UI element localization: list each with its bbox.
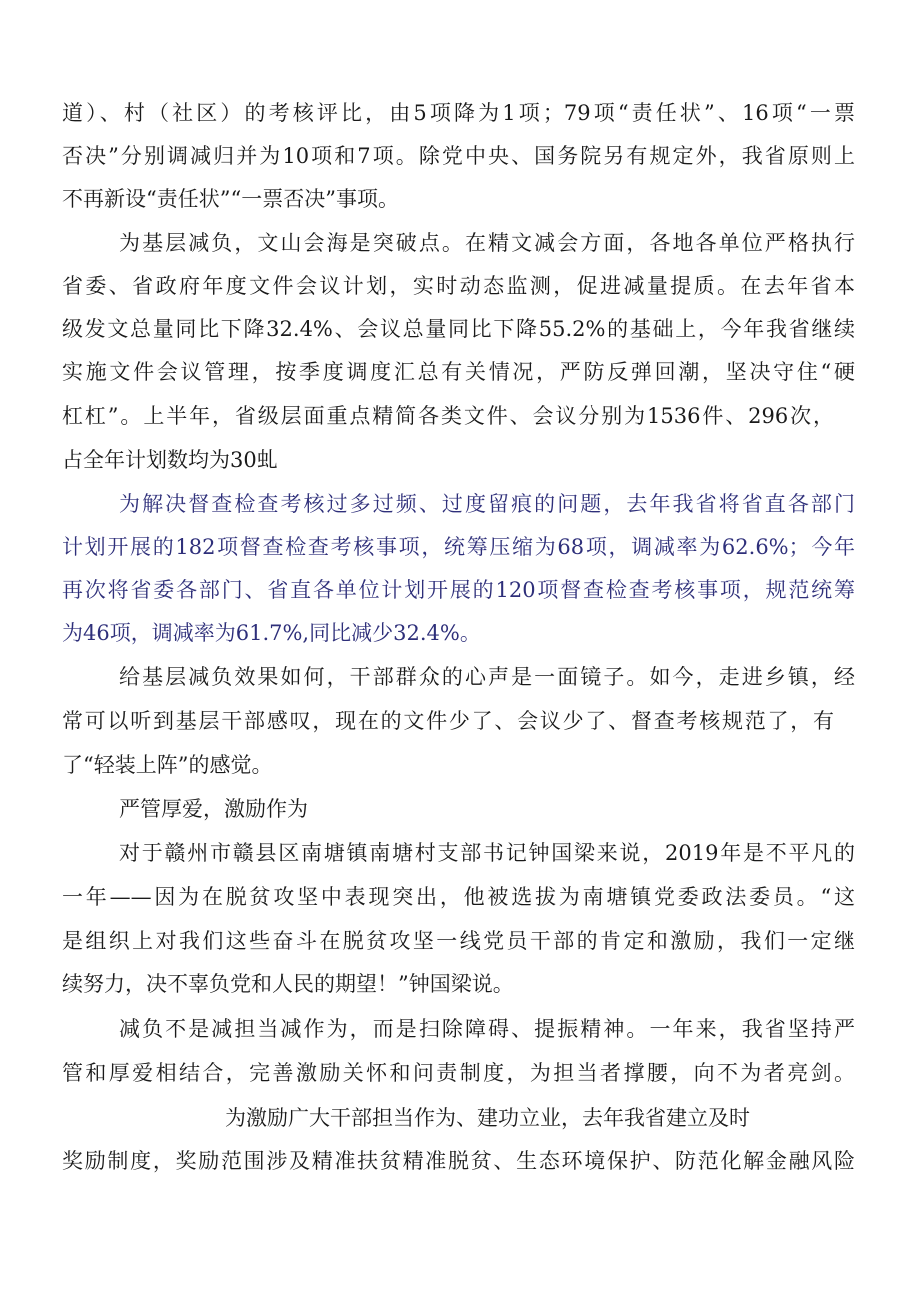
paragraph-line: 常可以听到基层干部感叹，现在的文件少了、会议少了、督查考核规范了，有	[62, 709, 834, 733]
paragraph-line: 占全年计划数均为30虬	[62, 448, 278, 472]
paragraph-line: 管和厚爱相结合，完善激励关怀和问责制度，为担当者撑腰，向不为者亮剑。	[62, 1061, 855, 1085]
paragraph-line: 续努力，决不辜负党和人民的期望！”钟国梁说。	[62, 972, 514, 996]
paragraph-line: 是组织上对我们这些奋斗在脱贫攻坚一线党员干部的肯定和激励，我们一定继	[62, 929, 855, 953]
paragraph-line: 一年——因为在脱贫攻坚中表现突出，他被选拔为南塘镇党委政法委员。“这	[62, 885, 855, 909]
paragraph-line: 了“轻装上阵”的感觉。	[62, 753, 273, 777]
paragraph-line: 否决”分别调减归并为10项和7项。除党中央、国务院另有规定外，我省原则上	[62, 144, 855, 168]
paragraph-line: 为解决督查检查考核过多过频、过度留痕的问题，去年我省将省直各部门	[119, 492, 855, 516]
paragraph-line: 再次将省委各部门、省直各单位计划开展的120项督查检查考核事项，规范统筹	[62, 578, 855, 602]
paragraph-line: 为46项，调减率为61.7%,同比减少32.4%。	[62, 621, 481, 645]
paragraph-line: 级发文总量同比下降32.4%、会议总量同比下降55.2%的基础上，今年我省继续	[62, 317, 855, 341]
paragraph-line: 为激励广大干部担当作为、建功立业，去年我省建立及时	[225, 1106, 750, 1130]
paragraph-line: 省委、省政府年度文件会议计划，实时动态监测，促进减量提质。在去年省本	[62, 274, 855, 298]
section-heading: 严管厚爱，激励作为	[119, 797, 308, 821]
paragraph-line: 奖励制度，奖励范围涉及精准扶贫精准脱贫、生态环境保护、防范化解金融风险	[62, 1149, 855, 1173]
paragraph-line: 道）、村（社区）的考核评比，由5项降为1项；79项“责任状”、16项“一票	[62, 101, 855, 125]
paragraph-line: 减负不是减担当减作为，而是扫除障碍、提振精神。一年来，我省坚持严	[119, 1017, 855, 1041]
paragraph-line: 给基层减负效果如何，干部群众的心声是一面镜子。如今，走进乡镇，经	[119, 665, 855, 689]
paragraph-line: 不再新设“责任状”“一票否决”事项。	[62, 187, 399, 211]
paragraph-line: 实施文件会议管理，按季度调度汇总有关情况，严防反弹回潮，坚决守住“硬	[62, 360, 855, 384]
paragraph-line: 计划开展的182项督查检查考核事项，统筹压缩为68项，调减率为62.6%；今年	[62, 535, 855, 559]
paragraph-line: 对于赣州市赣县区南塘镇南塘村支部书记钟国梁来说，2019年是不平凡的	[119, 841, 855, 865]
paragraph-line: 为基层减负，文山会海是突破点。在精文减会方面，各地各单位严格执行	[119, 231, 855, 255]
paragraph-line: 杠杠”。上半年，省级层面重点精简各类文件、会议分别为1536件、296次，	[62, 404, 834, 428]
